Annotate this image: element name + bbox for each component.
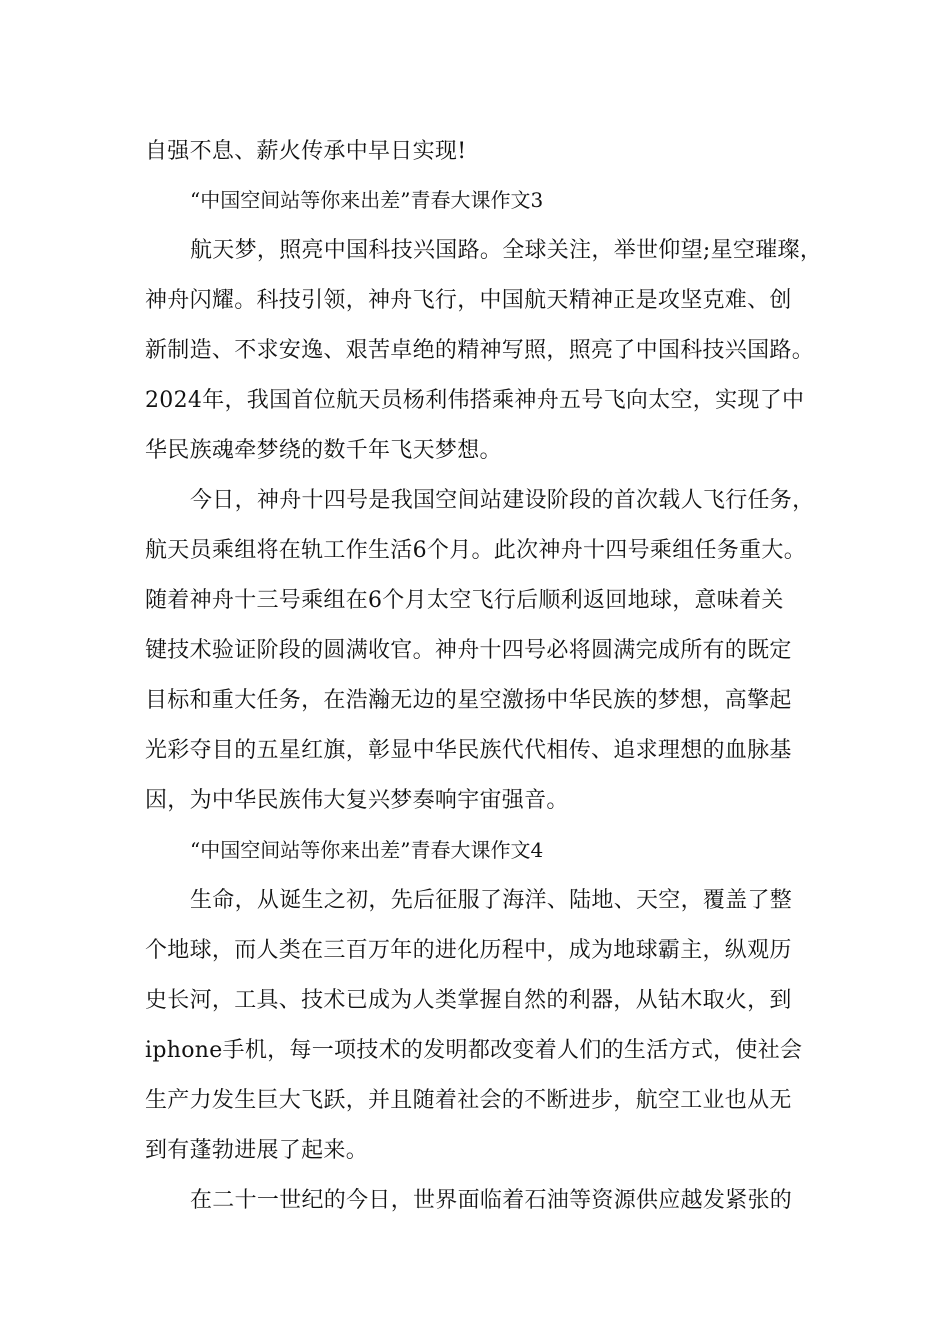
essay-3-title: “中国空间站等你来出差”青春大课作文3: [190, 188, 544, 212]
essay-3-p2-line-3: 随着神舟十三号乘组在6个月太空飞行后顺利返回地球，意味着关: [145, 588, 784, 613]
essay-4-p1-line-1: 生命，从诞生之初，先后征服了海洋、陆地、天空，覆盖了整: [190, 888, 793, 913]
continuation-line: 自强不息、薪火传承中早日实现!: [145, 139, 467, 164]
essay-3-p1-line-5: 华民族魂牵梦绕的数千年飞天梦想。: [145, 438, 502, 463]
essay-3-p1-line-2: 神舟闪耀。科技引领，神舟飞行，中国航天精神正是攻坚克难、创: [145, 288, 792, 313]
essay-3-p1-line-1: 航天梦，照亮中国科技兴国路。全球关注，举世仰望;星空璀璨，: [190, 238, 823, 263]
essay-3-p2-line-6: 光彩夺目的五星红旗，彰显中华民族代代相传、追求理想的血脉基: [145, 738, 792, 763]
essay-4-p1-line-5: 生产力发生巨大飞跃，并且随着社会的不断进步，航空工业也从无: [145, 1088, 792, 1113]
essay-4-title: “中国空间站等你来出差”青春大课作文4: [190, 838, 544, 862]
essay-4-p2-line-1: 在二十一世纪的今日，世界面临着石油等资源供应越发紧张的: [190, 1188, 793, 1213]
essay-3-p1-line-4: 2024年，我国首位航天员杨利伟搭乘神舟五号飞向太空，实现了中: [145, 388, 805, 413]
essay-3-p2-line-7: 因，为中华民族伟大复兴梦奏响宇宙强音。: [145, 788, 569, 813]
essay-4-p1-line-6: 到有蓬勃进展了起来。: [145, 1138, 369, 1163]
essay-4-p1-line-3: 史长河，工具、技术已成为人类掌握自然的利器，从钻木取火，到: [145, 988, 792, 1013]
essay-3-p2-line-5: 目标和重大任务，在浩瀚无边的星空激扬中华民族的梦想，高擎起: [145, 688, 792, 713]
essay-3-p2-line-2: 航天员乘组将在轨工作生活6个月。此次神舟十四号乘组任务重大。: [145, 538, 806, 563]
essay-3-p2-line-4: 键技术验证阶段的圆满收官。神舟十四号必将圆满完成所有的既定: [145, 638, 792, 663]
essay-4-p1-line-2: 个地球，而人类在三百万年的进化历程中，成为地球霸主，纵观历: [145, 938, 792, 963]
essay-4-p1-line-4: iphone手机，每一项技术的发明都改变着人们的生活方式，使社会: [145, 1038, 803, 1063]
essay-3-p2-line-1: 今日，神舟十四号是我国空间站建设阶段的首次载人飞行任务，: [190, 488, 815, 513]
essay-3-p1-line-3: 新制造、不求安逸、艰苦卓绝的精神写照，照亮了中国科技兴国路。: [145, 338, 815, 363]
